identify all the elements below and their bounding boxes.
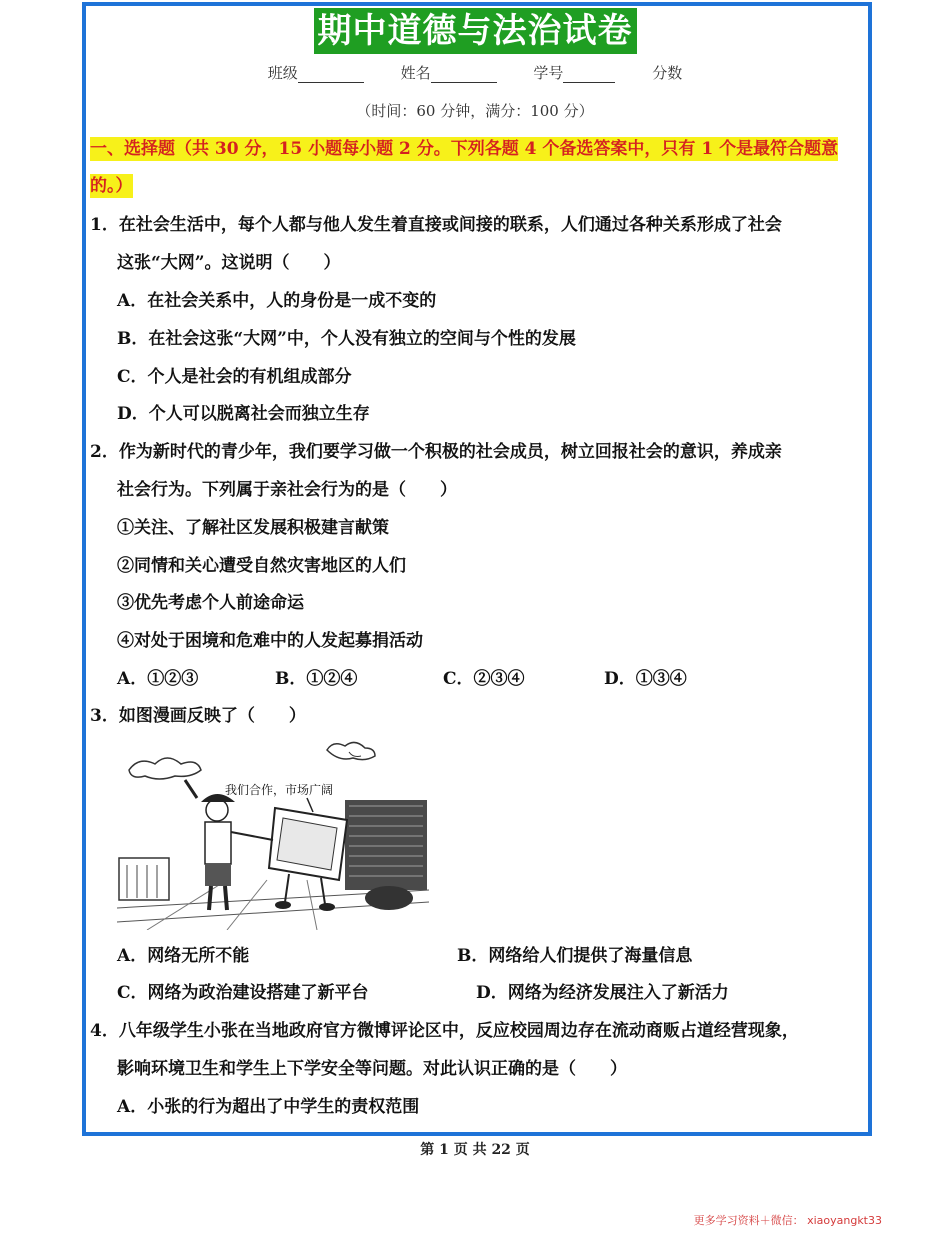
q2-statement-2: ②同情和关心遭受自然灾害地区的人们 (117, 556, 406, 576)
student-info-line (0, 62, 950, 83)
q1-option-c: C．个人是社会的有机组成部分 (117, 367, 352, 387)
number-label: 学号 (533, 64, 564, 82)
q1-stem-line2: 这张“大网”。这说明（ ） (117, 253, 341, 273)
section-heading (90, 131, 870, 205)
title-wrap (0, 8, 950, 54)
q2-option-a: A．①②③ (117, 669, 199, 689)
q1-stem-line1: 1．在社会生活中，每个人都与他人发生着直接或间接的联系，人们通过各种关系形成了社会 (90, 215, 782, 235)
q2-statement-1: ①关注、了解社区发展积极建言献策 (117, 518, 389, 538)
cartoon-caption: 我们合作，市场广阔 (225, 783, 334, 797)
q3-option-a: A．网络无所不能 (117, 946, 250, 966)
class-blank (298, 82, 364, 83)
q2-stem-line1: 2．作为新时代的青少年，我们要学习做一个积极的社会成员，树立回报社会的意识，养成亲 (90, 442, 782, 462)
q4-option-a: A．小张的行为超出了中学生的责权范围 (117, 1097, 420, 1117)
name-blank (431, 82, 497, 83)
q2-stem-line2: 社会行为。下列属于亲社会行为的是（ ） (117, 480, 457, 500)
q3-stem: 3．如图漫画反映了（ ） (90, 706, 306, 726)
score-label: 分数 (652, 64, 683, 82)
q2-option-d: D．①③④ (604, 669, 687, 689)
page-number: 第 1 页 共 22 页 (420, 1142, 530, 1158)
exam-title: 期中道德与法治试卷 (314, 8, 637, 54)
number-blank (563, 82, 615, 83)
q2-option-c: C．②③④ (443, 669, 525, 689)
promo-text: 更多学习资料＋微信： xiaoyangkt33 (693, 1214, 882, 1227)
cartoon-illustration (117, 740, 429, 930)
q1-option-b: B．在社会这张“大网”中，个人没有独立的空间与个性的发展 (117, 329, 576, 349)
q4-stem-line2: 影响环境卫生和学生上下学安全等问题。对此认识正确的是（ ） (117, 1059, 627, 1079)
q2-option-b: B．①②④ (275, 669, 358, 689)
class-label: 班级 (267, 64, 298, 82)
name-label: 姓名 (400, 64, 431, 82)
q4-stem-line1: 4．八年级学生小张在当地政府官方微博评论区中，反应校园周边存在流动商贩占道经营现象， (90, 1021, 799, 1041)
q3-option-c: C．网络为政治建设搭建了新平台 (117, 983, 369, 1003)
q3-option-d: D．网络为经济发展注入了新活力 (476, 983, 729, 1003)
time-note: （时间：60 分钟，满分：100 分） (356, 102, 594, 120)
q1-option-d: D．个人可以脱离社会而独立生存 (117, 404, 370, 424)
q1-option-a: A．在社会关系中，人的身份是一成不变的 (117, 291, 437, 311)
q2-statement-4: ④对处于困境和危难中的人发起募捐活动 (117, 631, 423, 651)
q3-option-b: B．网络给人们提供了海量信息 (457, 946, 693, 966)
q2-statement-3: ③优先考虑个人前途命运 (117, 593, 304, 613)
section-heading-text: 一、选择题（共 30 分，15 小题每小题 2 分。下列各题 4 个备选答案中，只有 1 个是最符合题意的。） (90, 139, 839, 196)
